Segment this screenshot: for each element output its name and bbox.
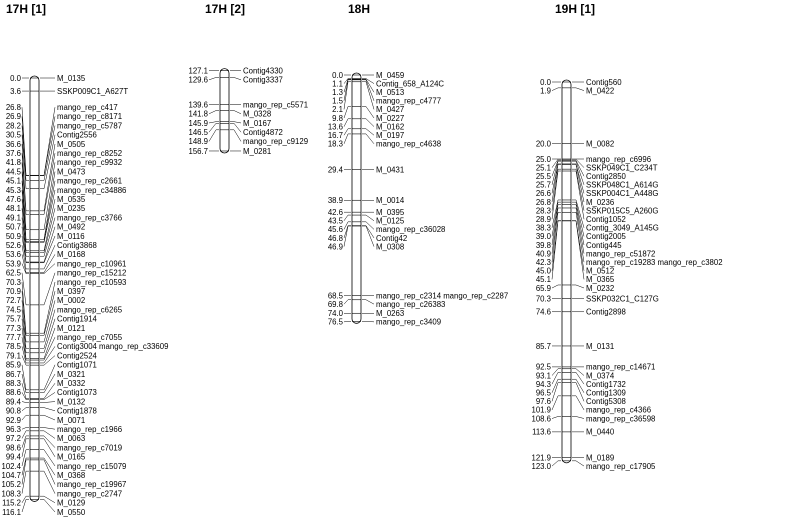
marker-name: mango_rep_c5571 bbox=[243, 100, 309, 110]
linkage-group-title: 18H bbox=[348, 2, 371, 16]
marker-name: mango_rep_c6265 bbox=[57, 305, 123, 315]
marker-name: M_0550 bbox=[57, 507, 86, 517]
marker-name: Contig3868 bbox=[57, 241, 97, 250]
marker-position: 26.6 bbox=[535, 189, 551, 199]
marker-position: 20.0 bbox=[535, 139, 551, 149]
position-connector bbox=[344, 134, 351, 144]
marker-name: M_0321 bbox=[57, 369, 86, 379]
position-connector bbox=[552, 369, 561, 376]
marker-position: 36.6 bbox=[5, 139, 21, 149]
marker-position: 26.8 bbox=[5, 103, 21, 112]
marker-name: SSKP049C1_C234T bbox=[586, 163, 658, 173]
marker-position: 13.6 bbox=[327, 122, 343, 132]
marker-name: M_0082 bbox=[586, 139, 615, 149]
marker-position: 123.0 bbox=[531, 461, 551, 471]
marker-position: 1.5 bbox=[332, 96, 343, 106]
marker-position: 53.6 bbox=[5, 250, 21, 260]
position-connector bbox=[552, 461, 561, 466]
marker-position: 25.0 bbox=[535, 154, 551, 164]
marker-position: 115.2 bbox=[2, 498, 21, 508]
linkage-group-1 bbox=[1, 2, 168, 517]
marker-position: 0.0 bbox=[332, 70, 343, 80]
marker-name: M_0165 bbox=[57, 452, 86, 462]
marker-position: 49.1 bbox=[5, 213, 21, 223]
position-connector bbox=[344, 215, 351, 221]
label-connector bbox=[40, 328, 55, 359]
marker-name: M_0132 bbox=[57, 397, 86, 407]
marker-position: 88.6 bbox=[5, 388, 21, 398]
marker-position: 38.3 bbox=[535, 223, 551, 233]
marker-position: 43.5 bbox=[327, 216, 343, 226]
marker-name: mango_rep_c10593 bbox=[57, 277, 127, 287]
marker-name: mango_rep_c19283 mango_rep_c3802 bbox=[586, 258, 723, 267]
position-connector bbox=[552, 383, 561, 402]
marker-position: 77.3 bbox=[5, 323, 21, 333]
marker-position: 96.5 bbox=[535, 388, 551, 398]
marker-position: 48.1 bbox=[5, 204, 21, 214]
label-connector bbox=[362, 215, 374, 221]
position-connector bbox=[344, 107, 351, 118]
marker-position: 93.1 bbox=[535, 371, 551, 381]
marker-position: 30.5 bbox=[5, 130, 21, 140]
marker-position: 26.8 bbox=[535, 197, 551, 207]
marker-position: 25.5 bbox=[535, 172, 551, 181]
marker-position: 28.9 bbox=[535, 215, 551, 224]
position-connector bbox=[552, 285, 561, 288]
marker-position: 74.5 bbox=[5, 305, 21, 315]
marker-position: 46.8 bbox=[327, 233, 343, 243]
marker-name: SSKP032C1_C127G bbox=[586, 294, 659, 304]
marker-name: Contig1052 bbox=[586, 215, 626, 224]
label-connector bbox=[40, 439, 55, 457]
marker-name: M_0236 bbox=[586, 197, 615, 207]
marker-name: M_0168 bbox=[57, 250, 86, 260]
marker-name: mango_rep_c51872 bbox=[586, 249, 656, 259]
marker-position: 94.3 bbox=[535, 379, 551, 389]
marker-name: M_0131 bbox=[586, 341, 615, 351]
marker-name: M_0002 bbox=[57, 296, 86, 306]
position-connector bbox=[22, 282, 29, 333]
marker-name: Contig4872 bbox=[243, 127, 283, 137]
marker-name: mango_rep_c17905 bbox=[586, 461, 656, 471]
marker-name: Contig2850 bbox=[586, 172, 626, 181]
label-connector bbox=[230, 122, 241, 123]
position-connector bbox=[344, 119, 351, 127]
marker-position: 50.7 bbox=[5, 222, 21, 232]
marker-name: mango_rep_c9129 bbox=[243, 137, 309, 147]
marker-position: 85.7 bbox=[535, 341, 551, 351]
position-connector bbox=[22, 471, 29, 493]
marker-name: M_0332 bbox=[57, 379, 86, 388]
marker-position: 68.5 bbox=[327, 291, 343, 301]
marker-name: mango_rep_c4366 bbox=[586, 405, 652, 415]
marker-name: M_0125 bbox=[376, 216, 405, 226]
marker-name: M_0492 bbox=[57, 222, 86, 232]
marker-position: 28.2 bbox=[5, 121, 21, 131]
marker-name: M_0440 bbox=[586, 427, 615, 437]
marker-name: M_0473 bbox=[57, 167, 86, 177]
marker-name: Contig1914 bbox=[57, 314, 97, 324]
marker-position: 41.8 bbox=[5, 158, 21, 168]
marker-name: Contig1309 bbox=[586, 388, 626, 398]
marker-name: M_0189 bbox=[586, 453, 615, 463]
marker-position: 92.5 bbox=[535, 362, 551, 372]
marker-position: 108.6 bbox=[531, 414, 551, 424]
marker-name: M_0308 bbox=[376, 242, 405, 252]
linkage-group-3 bbox=[328, 2, 508, 327]
position-connector bbox=[209, 111, 219, 114]
label-connector bbox=[230, 123, 241, 132]
label-connector bbox=[40, 402, 55, 403]
label-connector bbox=[40, 408, 55, 411]
position-connector bbox=[209, 122, 219, 123]
marker-name: Contig1073 bbox=[57, 388, 97, 398]
marker-position: 45.0 bbox=[535, 266, 551, 276]
label-connector bbox=[362, 119, 374, 127]
position-connector bbox=[22, 439, 29, 457]
marker-position: 70.3 bbox=[5, 277, 21, 287]
marker-name: mango_rep_c19967 bbox=[57, 480, 127, 490]
marker-name: M_0263 bbox=[376, 309, 405, 319]
marker-position: 78.5 bbox=[5, 342, 21, 352]
marker-name: mango_rep_c3766 bbox=[57, 213, 123, 223]
marker-name: M_0232 bbox=[586, 283, 615, 293]
marker-position: 74.0 bbox=[327, 309, 343, 319]
marker-name: M_0129 bbox=[57, 498, 86, 508]
position-connector bbox=[552, 396, 561, 410]
marker-position: 46.9 bbox=[327, 242, 343, 252]
marker-name: Contig42 bbox=[376, 233, 408, 243]
marker-name: SSKP009C1_A627T bbox=[57, 86, 129, 96]
position-connector bbox=[22, 408, 29, 411]
marker-name: Contig5308 bbox=[586, 397, 626, 407]
marker-name: Contig2898 bbox=[586, 307, 626, 317]
marker-position: 156.7 bbox=[188, 146, 208, 156]
marker-name: Contig3337 bbox=[243, 75, 283, 85]
marker-position: 0.0 bbox=[10, 73, 21, 83]
marker-position: 47.6 bbox=[5, 195, 21, 204]
marker-name: SSKP015C5_A260G bbox=[586, 206, 659, 216]
marker-name: mango_rep_c2661 bbox=[57, 176, 123, 186]
marker-name: Contig1878 bbox=[57, 406, 97, 416]
marker-name: Contig1732 bbox=[586, 379, 626, 389]
marker-name: M_0368 bbox=[57, 471, 86, 480]
marker-name: M_0535 bbox=[57, 195, 86, 204]
marker-position: 37.6 bbox=[5, 149, 21, 158]
marker-position: 9.8 bbox=[332, 113, 343, 123]
marker-position: 139.6 bbox=[188, 100, 208, 110]
label-connector bbox=[230, 130, 241, 142]
position-connector bbox=[22, 365, 29, 390]
marker-position: 74.6 bbox=[535, 307, 551, 317]
label-connector bbox=[572, 88, 584, 91]
marker-position: 29.4 bbox=[327, 165, 343, 175]
marker-position: 70.9 bbox=[5, 287, 21, 296]
marker-name: Contig3004 mango_rep_c33609 bbox=[57, 342, 169, 352]
label-connector bbox=[40, 415, 55, 420]
chromosome-bar bbox=[30, 76, 39, 501]
marker-position: 85.9 bbox=[5, 360, 21, 370]
marker-name: M_0281 bbox=[243, 146, 272, 156]
marker-position: 38.9 bbox=[327, 196, 343, 206]
label-connector bbox=[40, 428, 55, 430]
marker-name: mango_rep_c36598 bbox=[586, 414, 656, 424]
marker-name: M_0328 bbox=[243, 109, 272, 119]
marker-position: 40.9 bbox=[535, 249, 551, 259]
marker-position: 97.6 bbox=[535, 397, 551, 407]
marker-position: 1.9 bbox=[540, 86, 551, 96]
label-connector bbox=[40, 264, 55, 274]
marker-name: mango_rep_c7055 bbox=[57, 333, 123, 342]
marker-name: M_0512 bbox=[586, 266, 615, 276]
marker-position: 45.1 bbox=[535, 275, 551, 285]
marker-position: 2.1 bbox=[332, 105, 343, 115]
marker-name: mango_rep_c9932 bbox=[57, 158, 123, 168]
linkage-group-4 bbox=[531, 2, 722, 471]
position-connector bbox=[209, 130, 219, 142]
chromosome-bar bbox=[562, 80, 571, 463]
position-connector bbox=[344, 129, 351, 135]
marker-position: 1.3 bbox=[332, 88, 343, 97]
label-connector bbox=[362, 107, 374, 118]
marker-name: M_0121 bbox=[57, 323, 86, 333]
position-connector bbox=[22, 428, 29, 430]
marker-name: M_0197 bbox=[376, 131, 405, 140]
marker-position: 92.9 bbox=[5, 415, 21, 425]
marker-position: 50.9 bbox=[5, 231, 21, 241]
marker-position: 72.7 bbox=[5, 296, 21, 306]
marker-position: 65.9 bbox=[535, 283, 551, 293]
position-connector bbox=[344, 80, 351, 101]
marker-name: Contig4330 bbox=[243, 66, 283, 76]
marker-name: mango_rep_c15212 bbox=[57, 268, 127, 278]
label-connector bbox=[572, 369, 584, 376]
linkage-group-2 bbox=[188, 2, 308, 156]
label-connector bbox=[572, 461, 584, 466]
marker-name: mango_rep_c8171 bbox=[57, 112, 123, 122]
marker-position: 45.1 bbox=[5, 176, 21, 186]
marker-position: 86.7 bbox=[5, 369, 21, 379]
marker-name: mango_rep_c36028 bbox=[376, 225, 446, 235]
marker-position: 39.0 bbox=[535, 232, 551, 242]
marker-name: M_0374 bbox=[586, 371, 615, 381]
marker-name: Contig560 bbox=[586, 77, 622, 87]
marker-name: mango_rep_c15079 bbox=[57, 461, 127, 471]
label-connector bbox=[572, 383, 584, 402]
label-connector bbox=[362, 129, 374, 135]
marker-name: M_0162 bbox=[376, 122, 405, 132]
marker-name: SSKP004C1_A448G bbox=[586, 189, 659, 199]
position-connector bbox=[22, 460, 29, 485]
label-connector bbox=[40, 458, 55, 475]
marker-name: M_0422 bbox=[586, 86, 615, 96]
marker-name: mango_rep_c14671 bbox=[586, 362, 656, 372]
marker-name: M_0505 bbox=[57, 139, 86, 149]
linkage-group-title: 17H [1] bbox=[6, 2, 47, 16]
label-connector bbox=[40, 172, 55, 240]
marker-position: 44.5 bbox=[5, 167, 21, 177]
marker-name: mango_rep_c8252 bbox=[57, 149, 123, 158]
label-connector bbox=[230, 111, 241, 114]
position-connector bbox=[209, 77, 219, 79]
marker-position: 127.1 bbox=[188, 66, 208, 76]
label-connector bbox=[40, 383, 55, 398]
marker-name: Contig2005 bbox=[586, 232, 626, 242]
label-connector bbox=[40, 254, 55, 272]
marker-name: M_0431 bbox=[376, 165, 405, 175]
marker-position: 99.4 bbox=[5, 452, 21, 462]
marker-position: 0.0 bbox=[540, 77, 551, 87]
marker-name: mango_rep_c7019 bbox=[57, 443, 123, 453]
marker-name: SSKP048C1_A614G bbox=[586, 180, 659, 190]
label-connector bbox=[40, 436, 55, 448]
marker-name: Contig_658_A124C bbox=[376, 79, 445, 89]
marker-name: mango_rep_c34886 bbox=[57, 185, 127, 195]
label-connector bbox=[40, 356, 55, 366]
label-connector bbox=[40, 208, 55, 252]
marker-name: Contig2556 bbox=[57, 130, 97, 140]
marker-position: 75.7 bbox=[5, 314, 21, 324]
label-connector bbox=[40, 471, 55, 493]
marker-position: 129.6 bbox=[188, 75, 208, 85]
marker-name: Contig445 bbox=[586, 240, 622, 250]
marker-position: 105.2 bbox=[1, 480, 21, 490]
marker-name: mango_rep_c1966 bbox=[57, 425, 123, 434]
position-connector bbox=[552, 88, 561, 91]
marker-position: 89.4 bbox=[5, 397, 21, 407]
marker-name: M_0135 bbox=[57, 73, 86, 83]
label-connector bbox=[572, 396, 584, 410]
marker-name: Contig_3049_A145G bbox=[586, 223, 659, 233]
marker-name: M_0235 bbox=[57, 204, 86, 214]
chromosome-bar bbox=[352, 73, 361, 323]
marker-position: 108.3 bbox=[1, 489, 21, 499]
position-connector bbox=[22, 415, 29, 420]
marker-position: 77.7 bbox=[5, 333, 21, 342]
marker-name: mango_rep_c3409 bbox=[376, 317, 442, 327]
marker-name: mango_rep_c4777 bbox=[376, 96, 442, 106]
marker-name: mango_rep_c26383 bbox=[376, 299, 446, 309]
marker-name: M_0116 bbox=[57, 231, 85, 241]
marker-position: 39.8 bbox=[535, 240, 551, 250]
marker-name: mango_rep_c417 bbox=[57, 103, 118, 112]
marker-name: Contig2524 bbox=[57, 351, 97, 361]
marker-name: M_0063 bbox=[57, 434, 86, 444]
marker-position: 102.4 bbox=[1, 461, 21, 471]
position-connector bbox=[209, 123, 219, 132]
linkage-group-title: 17H [2] bbox=[205, 2, 246, 16]
marker-position: 69.8 bbox=[327, 299, 343, 309]
marker-name: M_0395 bbox=[376, 207, 405, 217]
position-connector bbox=[344, 226, 351, 247]
marker-position: 148.9 bbox=[188, 137, 208, 147]
marker-position: 141.8 bbox=[188, 109, 208, 119]
marker-position: 45.6 bbox=[327, 225, 343, 235]
marker-name: mango_rep_c6996 bbox=[586, 154, 652, 164]
marker-position: 121.9 bbox=[531, 453, 551, 463]
marker-position: 1.1 bbox=[332, 79, 343, 89]
marker-position: 3.6 bbox=[10, 86, 21, 96]
label-connector bbox=[362, 321, 374, 322]
marker-name: M_0227 bbox=[376, 113, 405, 123]
label-connector bbox=[362, 134, 374, 144]
marker-name: M_0459 bbox=[376, 70, 405, 80]
marker-position: 116.1 bbox=[2, 507, 21, 517]
marker-name: M_0167 bbox=[243, 118, 272, 128]
marker-position: 145.9 bbox=[188, 118, 208, 128]
marker-name: M_0513 bbox=[376, 88, 405, 97]
marker-position: 113.6 bbox=[532, 427, 551, 437]
marker-name: M_0365 bbox=[586, 275, 615, 285]
marker-position: 104.7 bbox=[1, 471, 21, 480]
marker-position: 18.3 bbox=[327, 139, 343, 149]
position-connector bbox=[552, 416, 561, 418]
position-connector bbox=[344, 300, 351, 304]
marker-position: 90.8 bbox=[5, 406, 21, 416]
marker-position: 76.5 bbox=[327, 317, 343, 327]
marker-position: 146.5 bbox=[188, 127, 208, 137]
label-connector bbox=[572, 416, 584, 418]
marker-position: 88.3 bbox=[5, 379, 21, 388]
marker-position: 52.6 bbox=[5, 241, 21, 250]
marker-position: 25.1 bbox=[535, 163, 551, 173]
marker-position: 101.9 bbox=[531, 405, 551, 415]
marker-position: 26.9 bbox=[5, 112, 21, 122]
linkage-group-title: 19H [1] bbox=[555, 2, 596, 16]
label-connector bbox=[40, 236, 55, 263]
marker-name: Contig1071 bbox=[57, 360, 97, 370]
marker-position: 45.3 bbox=[5, 185, 21, 195]
marker-position: 42.6 bbox=[327, 207, 343, 217]
marker-position: 62.5 bbox=[5, 268, 21, 278]
marker-position: 16.7 bbox=[327, 131, 343, 140]
marker-name: mango_rep_c10961 bbox=[57, 259, 127, 269]
marker-position: 28.3 bbox=[535, 206, 551, 216]
marker-position: 79.1 bbox=[5, 351, 21, 361]
label-connector bbox=[362, 80, 374, 101]
marker-position: 70.3 bbox=[535, 294, 551, 304]
label-connector bbox=[572, 285, 584, 288]
label-connector bbox=[40, 431, 55, 439]
marker-name: mango_rep_c2747 bbox=[57, 489, 123, 499]
marker-name: mango_rep_c4638 bbox=[376, 139, 442, 149]
marker-name: M_0397 bbox=[57, 287, 86, 296]
position-connector bbox=[344, 321, 351, 322]
marker-position: 97.2 bbox=[5, 434, 21, 444]
marker-name: M_0427 bbox=[376, 105, 405, 115]
marker-position: 53.9 bbox=[5, 259, 21, 269]
marker-position: 96.3 bbox=[5, 425, 21, 434]
marker-name: M_0071 bbox=[57, 415, 86, 425]
marker-name: mango_rep_c5787 bbox=[57, 121, 123, 131]
position-connector bbox=[22, 402, 29, 403]
label-connector bbox=[230, 77, 241, 79]
marker-position: 98.6 bbox=[5, 443, 21, 453]
marker-name: M_0014 bbox=[376, 196, 405, 206]
marker-position: 42.3 bbox=[535, 258, 551, 267]
marker-name: mango_rep_c2314 mango_rep_c2287 bbox=[376, 291, 509, 301]
marker-position: 25.7 bbox=[535, 180, 551, 190]
label-connector bbox=[362, 300, 374, 304]
